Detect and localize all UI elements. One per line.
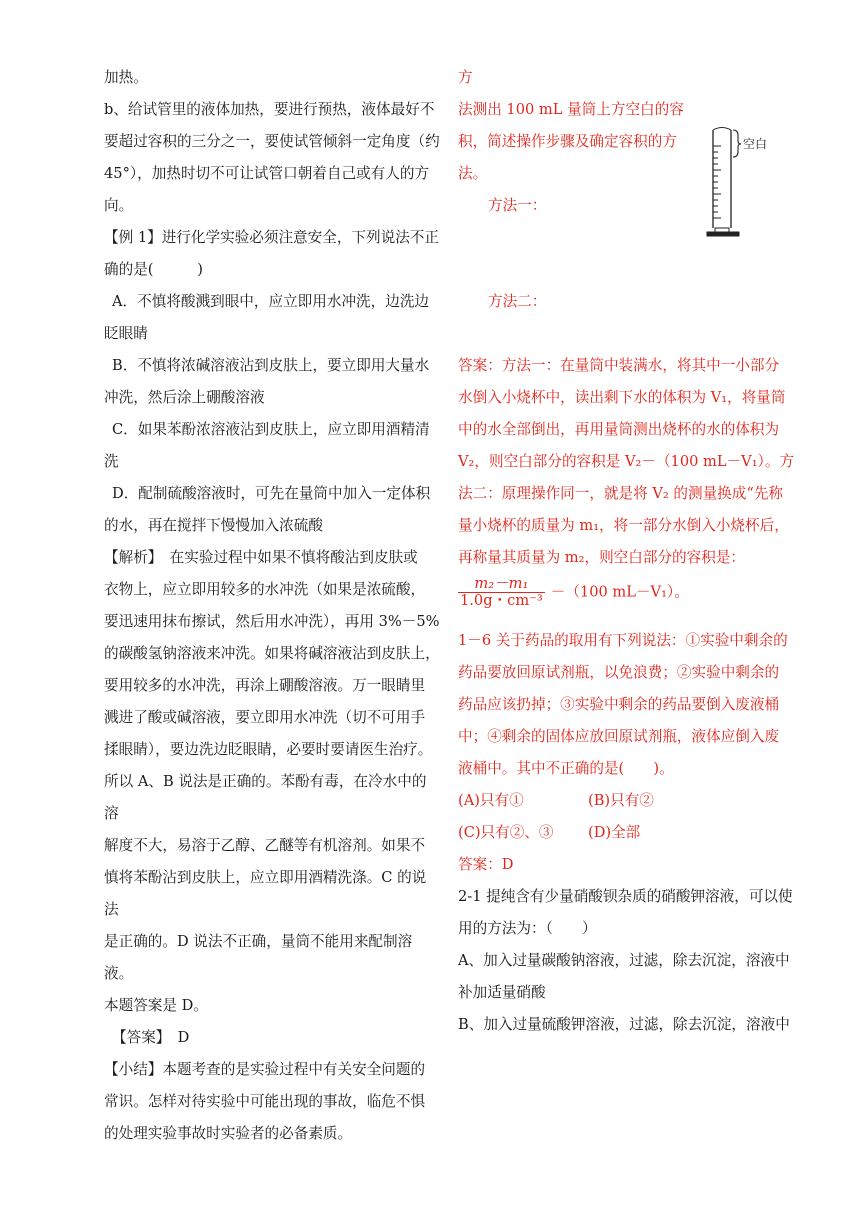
question-16-line: 药品要放回原试剂瓶，以免浪费；②实验中剩余的 bbox=[458, 664, 780, 681]
answer-heading: 【答案】 D bbox=[112, 1029, 190, 1046]
text-line: 45°），加热时切不可让试管口朝着自己或有人的方 bbox=[104, 165, 430, 182]
option-c: C．如果苯酚浓溶液沾到皮肤上，应立即用酒精清 bbox=[112, 421, 430, 438]
question-21-line: 2-1 提纯含有少量硝酸钡杂质的硝酸钾溶液，可以使 bbox=[458, 888, 793, 905]
text-line: 揉眼睛），要边洗边眨眼睛，必要时要请医生治疗。 bbox=[104, 741, 433, 758]
option-c: (C)只有②、③ bbox=[458, 824, 554, 841]
answer-line: 量小烧杯的质量为 m₁，将一部分水倒入小烧杯后， bbox=[458, 517, 789, 534]
text-line: b、给试管里的液体加热，要进行预热，液体最好不 bbox=[104, 101, 435, 118]
analysis-heading: 【解析】 在实验过程中如果不慎将酸沾到皮肤或 bbox=[104, 549, 418, 566]
blank-space bbox=[458, 609, 800, 625]
answer-line: V₂，则空白部分的容积是 V₂－（100 mL－V₁）。方 bbox=[458, 453, 795, 470]
graduated-cylinder-figure bbox=[705, 124, 795, 242]
text-line: 是正确的。D 说法不正确，量筒不能用来配制溶液。 bbox=[104, 933, 413, 982]
cylinder-icon bbox=[707, 128, 741, 237]
text-line: 加热。 bbox=[104, 69, 148, 86]
question-21-line: 用的方法为：（ ） bbox=[458, 920, 597, 937]
question-16-line: 1－6 关于药品的取用有下列说法：①实验中剩余的 bbox=[458, 632, 788, 649]
summary-heading: 【小结】本题考查的是实验过程中有关安全问题的 bbox=[104, 1061, 426, 1078]
option-d: D．配制硫酸溶液时，可先在量筒中加入一定体积 bbox=[112, 485, 431, 502]
option-a: A．不慎将酸溅到眼中，应立即用水冲洗，边洗边 bbox=[112, 293, 430, 310]
text-line: 衣物上，应立即用较多的水冲洗（如果是浓硫酸， bbox=[104, 581, 426, 598]
question-21-line: 补加适量硝酸 bbox=[458, 984, 546, 1001]
options-row bbox=[458, 785, 800, 817]
text-line: 常识。怎样对待实验中可能出现的事故，临危不惧 bbox=[104, 1093, 426, 1110]
fraction-numerator: m₂－m₁ bbox=[458, 576, 545, 593]
text-line: 确的是( ) bbox=[104, 261, 203, 278]
blank-space bbox=[458, 318, 800, 350]
question-line: 方 bbox=[458, 69, 473, 86]
text-line: 的碳酸氢钠溶液来冲洗。如果将碱溶液沾到皮肤上， bbox=[104, 645, 440, 662]
option-b: (B)只有② bbox=[588, 792, 654, 809]
question-line: 法测出 100 mL 量筒上方空白的容 bbox=[458, 101, 684, 118]
answer-line: 答案：方法一：在量筒中装满水，将其中一小部分 bbox=[458, 357, 780, 374]
question-line: 法。 bbox=[458, 165, 488, 182]
text-line: 所以 A、B 说法是正确的。苯酚有毒，在冷水中的溶 bbox=[104, 773, 427, 822]
text-line: 要迅速用抹布擦试，然后用水冲洗），再用 3%－5% bbox=[104, 613, 440, 630]
text-line: 洗 bbox=[104, 453, 119, 470]
text-line: 要超过容积的三分之一，要使试管倾斜一定角度（约 bbox=[104, 133, 440, 150]
answer-line: 水倒入小烧杯中，读出剩下水的体积为 V₁，将量筒 bbox=[458, 389, 786, 406]
answer-line: 再称量其质量为 m₂，则空白部分的容积是： bbox=[458, 549, 746, 566]
option-a: (A)只有① bbox=[458, 792, 524, 809]
option-d: (D)全部 bbox=[588, 824, 641, 841]
fraction bbox=[458, 576, 545, 609]
question-21-line: A、加入过量碳酸钠溶液，过滤，除去沉淀，溶液中 bbox=[458, 952, 790, 969]
text-line: 的水，再在搅拌下慢慢加入浓硫酸 bbox=[104, 517, 323, 534]
answer-line: 中的水全部倒出，再用量筒测出烧杯的水的体积为 bbox=[458, 421, 780, 438]
text-line: 冲洗，然后涂上硼酸溶液 bbox=[104, 389, 265, 406]
question-16-line: 药品应该扔掉；③实验中剩余的药品要倒入废液桶 bbox=[458, 696, 780, 713]
fraction-denominator: 1.0g・cm⁻³ bbox=[460, 592, 543, 609]
question-16-answer: 答案：D bbox=[458, 856, 514, 873]
options-row bbox=[458, 817, 800, 849]
text-line: 眨眼睛 bbox=[104, 325, 148, 342]
left-column bbox=[104, 62, 440, 1150]
method-two-label: 方法二： bbox=[488, 293, 547, 310]
text-line: 的处理实验事故时实验者的必备素质。 bbox=[104, 1125, 353, 1142]
text-line: 要用较多的水冲洗，再涂上硼酸溶液。万一眼睛里 bbox=[104, 677, 426, 694]
text-line: 向。 bbox=[104, 197, 134, 214]
text-line: 慎将苯酚沾到皮肤上，应立即用酒精洗涤。C 的说法 bbox=[104, 869, 427, 918]
question-line: 积，简述操作步骤及确定容积的方 bbox=[458, 133, 677, 150]
question-21-line: B、加入过量硫酸钾溶液，过滤，除去沉淀，溶液中 bbox=[458, 1016, 790, 1033]
question-16-line: 中；④剩余的固体应放回原试剂瓶，液体应倒入废 bbox=[458, 728, 780, 745]
option-b: B．不慎将浓碱溶液沾到皮肤上，要立即用大量水 bbox=[112, 357, 430, 374]
formula-tail: －（100 mL－V₁）。 bbox=[550, 583, 689, 601]
text-line: 溅进了酸或碱溶液，要立即用水冲洗（切不可用手 bbox=[104, 709, 426, 726]
answer-line: 法二：原理操作同一，就是将 V₂ 的测量换成“先称 bbox=[458, 485, 784, 502]
method-one-label: 方法一： bbox=[488, 197, 547, 214]
question-16-line: 液桶中。其中不正确的是( )。 bbox=[458, 760, 674, 777]
text-line: 本题答案是 D。 bbox=[104, 997, 208, 1014]
formula-line bbox=[458, 576, 800, 609]
example-heading: 【例 1】进行化学实验必须注意安全，下列说法不正 bbox=[104, 229, 439, 246]
cylinder-label: 空白 bbox=[743, 137, 768, 151]
text-line: 解度不大，易溶于乙醇、乙醚等有机溶剂。如果不 bbox=[104, 837, 426, 854]
